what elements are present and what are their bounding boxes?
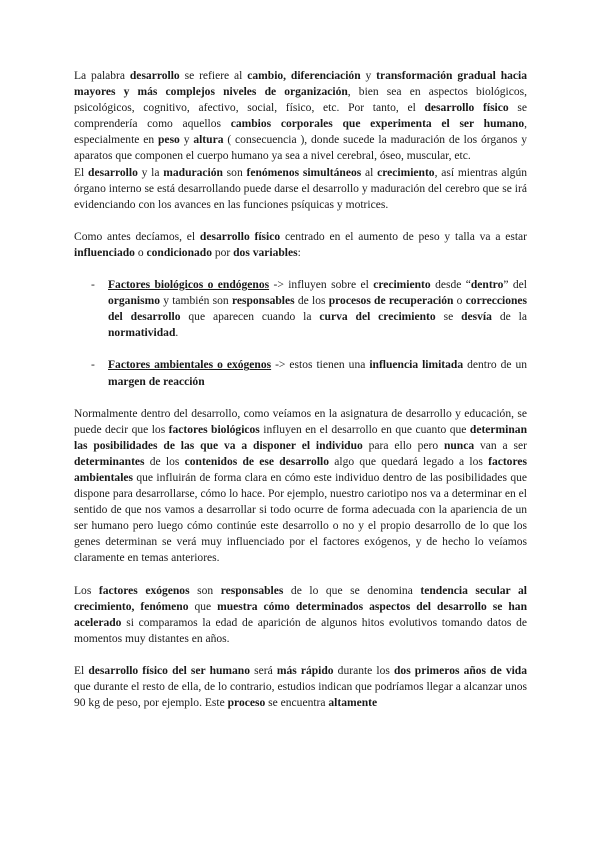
bold-text: Factores biológicos o endógenos bbox=[108, 279, 270, 292]
bold-text: nunca bbox=[443, 439, 475, 452]
bold-text: determinan las posibilidades de las que va a disponer el individuo bbox=[74, 423, 527, 452]
bullet-dash: - bbox=[91, 279, 95, 292]
bold-text: desarrollo físico del ser humano bbox=[88, 664, 251, 677]
bold-text: desarrollo físico bbox=[199, 230, 281, 243]
bold-text: curva del crecimiento bbox=[319, 311, 436, 324]
bold-text: más rápido bbox=[276, 664, 334, 677]
paragraph-factores-biologicos-ambientales: Normalmente dentro del desarrollo, como veíamos en la asignatura de desarrollo y educación, se puede decir que los factores biológicos influyen en el desarrollo en que cuanto que determinan las posibilidades de las que va a disponer el individuo para ello pero nunca van a ser determinantes de los contenidos de ese desarrollo algo que quedará legado a los factores ambientales que influirán de forma clara en cómo este individuo dentro de las posibilidades que dispone para desarrollarse, cómo lo hace. Por ejemplo, nuestro cariotipo nos va a determinar en el sentido de que nos vamos a desarrollar si todo ocurre de forma adecuada con la apariencia de un ser humano pero luego cómo continúe este desarrollo o no y el propio desarrollo de lo que los genes determinan se verá muy influenciado por el factores exógenos, y de hecho lo veíamos claramente en temas anteriores. bbox=[74, 407, 528, 565]
document-page bbox=[74, 68, 527, 711]
list-item-text: Factores biológicos o endógenos -> influyen sobre el crecimiento desde “dentro” del organismo y también son responsables de los procesos de recuperación o correcciones del desarrollo que aparecen cuando la curva del crecimiento se desvía de la normatividad. bbox=[108, 279, 528, 340]
bold-text: proceso bbox=[227, 697, 266, 710]
bold-text: condicionado bbox=[146, 246, 212, 259]
paragraph-variables-intro: Como antes decíamos, el desarrollo físico centrado en el aumento de peso y talla va a estar influenciado o condicionado por dos variables: bbox=[74, 230, 528, 259]
list-item-text: Factores ambientales o exógenos -> estos tienen una influencia limitada dentro de un margen de reacción bbox=[108, 359, 527, 388]
bold-text: margen de reacción bbox=[108, 375, 205, 388]
bold-text: muestra cómo determinados aspectos del desarrollo se han acelerado bbox=[74, 600, 527, 629]
bold-text: responsables bbox=[231, 295, 295, 308]
bold-text: altura bbox=[193, 134, 224, 147]
factors-list bbox=[74, 277, 527, 390]
paragraph-desarrollo-fisico-rapido: El desarrollo físico del ser humano será más rápido durante los dos primeros años de vida que durante el resto de ella, de lo contrario, estudios indican que podríamos llegar a alcanzar unos 90 kg de peso, por ejemplo. Este proceso se encuentra altamente bbox=[74, 664, 527, 710]
paragraph-tendencia-secular: Los factores exógenos son responsables de lo que se denomina tendencia secular al crecimiento, fenómeno que muestra cómo determinados aspectos del desarrollo se han acelerado si comparamos la edad de aparición de algunos hitos evolutivos tomando datos de momentos muy distantes en años. bbox=[74, 584, 527, 645]
bold-text: procesos de recuperación bbox=[328, 295, 454, 308]
bold-text: factores exógenos bbox=[98, 584, 190, 597]
bold-text: Factores ambientales o exógenos bbox=[108, 359, 272, 372]
bold-text: tendencia secular al crecimiento, fenómeno bbox=[74, 584, 527, 613]
bold-text: cambio, diferenciación bbox=[247, 70, 361, 82]
bold-text: crecimiento bbox=[373, 279, 431, 292]
bold-text: fenómenos simultáneos bbox=[246, 166, 362, 179]
bold-text: maduración bbox=[163, 166, 223, 179]
paragraph-definition-desarrollo: La palabra desarrollo se refiere al cambio, diferenciación y transformación gradual hacia mayores y más complejos niveles de organización, bien sea en aspectos biológicos, psicológicos, cognitivo, afectivo, social, físico, etc. Por tanto, el desarrollo físico se comprendería como aquellos cambios corporales que experimenta el ser humano, especialmente en peso y altura ( consecuencia ), donde sucede la maduración de los órganos y aparatos que componen el cuerpo humano ya sea a nivel cerebral, óseo, muscular, etc. bbox=[74, 70, 527, 163]
bold-text: dos primeros años de vida bbox=[394, 664, 527, 677]
bold-text: dentro bbox=[470, 279, 504, 292]
bold-text: organismo bbox=[108, 295, 160, 308]
bullet-dash: - bbox=[91, 359, 95, 372]
bold-text: desarrollo bbox=[88, 166, 138, 179]
paragraph-maduracion: El desarrollo y la maduración son fenómenos simultáneos al crecimiento, así mientras algún órgano interno se está desarrollando puede darse el desarrollo y maduración del cerebro que se irá evidenciando con los avances en las funciones psíquicas y motrices. bbox=[74, 166, 527, 211]
bold-text: desarrollo bbox=[129, 70, 180, 82]
bold-text: desarrollo físico bbox=[424, 102, 509, 115]
list-item-factores-ambientales bbox=[74, 357, 527, 389]
bold-text: factores biológicos bbox=[168, 423, 260, 436]
bold-text: correcciones del desarrollo bbox=[108, 295, 528, 324]
bold-text: dos variables bbox=[233, 246, 298, 259]
bold-text: contenidos de ese desarrollo bbox=[184, 455, 330, 468]
bold-text: determinantes bbox=[74, 455, 145, 468]
bold-text: cambios corporales que experimenta el ser humano bbox=[230, 118, 525, 131]
bold-text: transformación gradual hacia mayores y más complejos niveles de organización bbox=[74, 70, 527, 99]
bold-text: crecimiento bbox=[377, 166, 435, 179]
bold-text: peso bbox=[158, 134, 180, 147]
bold-text: altamente bbox=[328, 697, 378, 710]
bold-text: factores ambientales bbox=[74, 455, 527, 484]
bold-text: responsables bbox=[220, 584, 284, 597]
bold-text: normatividad bbox=[108, 327, 176, 340]
list-item-factores-biologicos bbox=[74, 277, 527, 341]
bold-text: desvía bbox=[461, 311, 492, 324]
bold-text: influencia limitada bbox=[369, 359, 464, 372]
bold-text: influenciado bbox=[74, 246, 135, 259]
